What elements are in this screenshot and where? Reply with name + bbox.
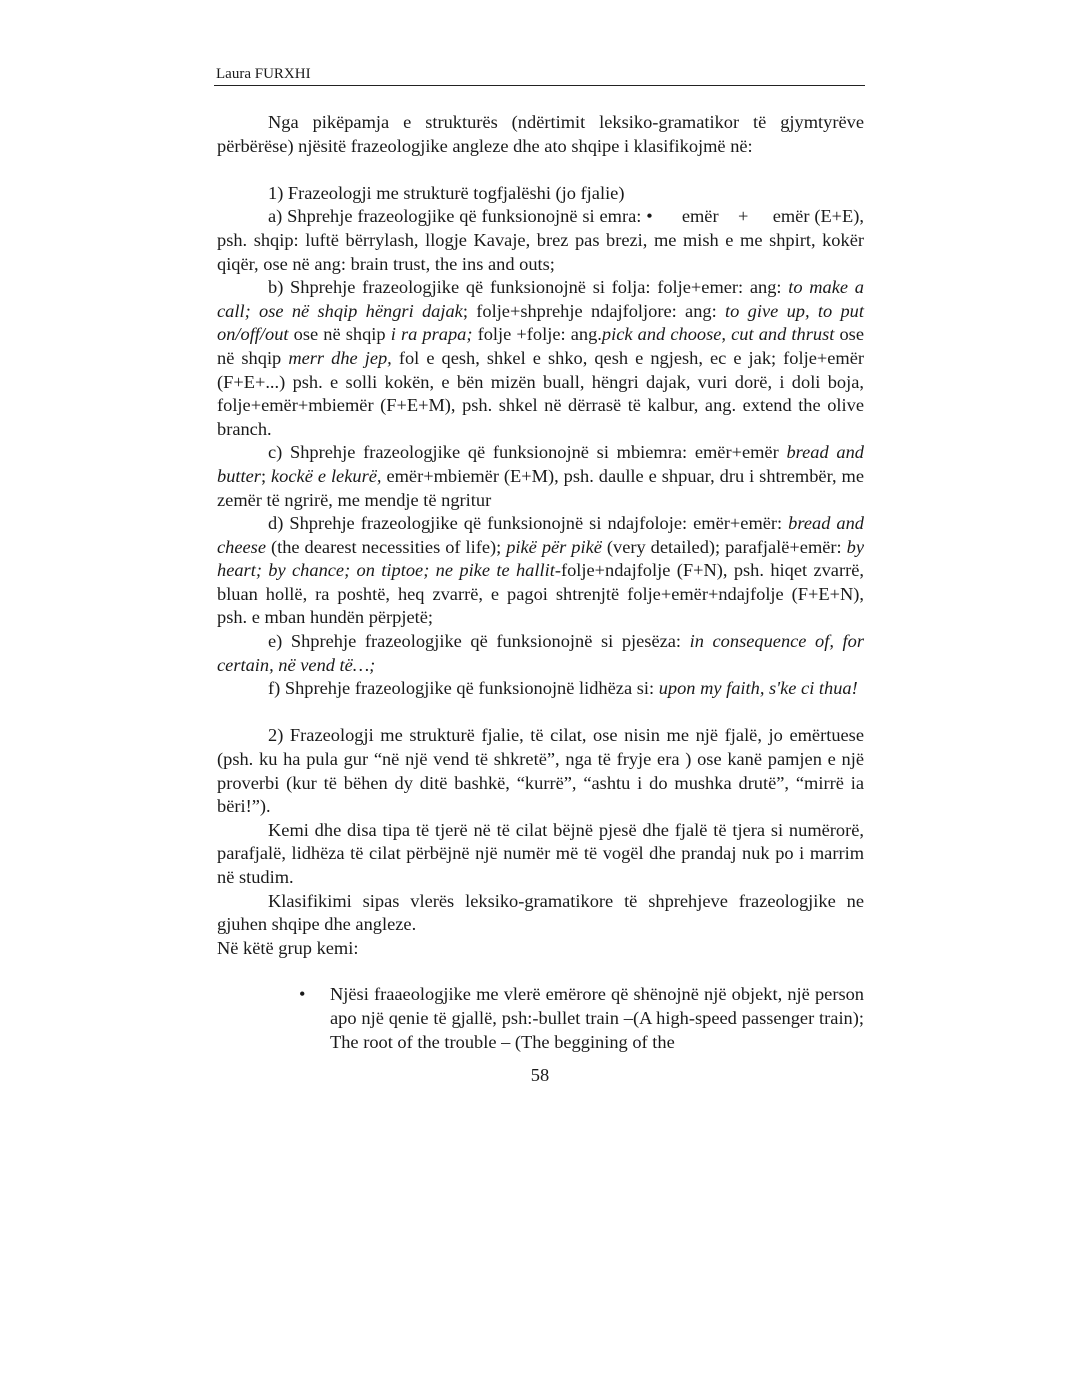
text-run: e) Shprehje frazeologjike që funksionojnë si pjesëza: [268, 631, 690, 652]
italic-run: to give up, to put on/off/out [217, 300, 864, 345]
spacer [217, 701, 864, 725]
text-run: ose në shqip [217, 324, 864, 368]
text-run: ; [260, 465, 272, 486]
spacer [217, 158, 864, 182]
page-number: 58 [530, 1065, 550, 1085]
paragraph-a-text: a) Shprehje frazeologjike që funksionojnë si emra: • emër + emër (E+E), psh. shqip: luftë bërrylash, llogje Kavaje, brez pas brezi, me mish e me shpirt, kokër qiqër, ose në ang: brain trust, the ins and outs; [217, 206, 869, 274]
bullet-icon: • [299, 984, 306, 1005]
text-run: d) Shprehje frazeologjike që funksionojnë si ndajfoloje: emër+emër: [268, 513, 789, 534]
italic-run: i ra prapa; [390, 324, 473, 345]
section-2-paragraph: 2) Frazeologji me strukturë fjalie, të cilat, ose nisin me një fjalë, jo emërtuese (psh. ku ha pula gur “në një vend të shkretë”, nga të fryje era ) ose kanë pamjen e një proverbi (kur të bëhen dy ditë bashkë, “kurrë”, “ashtu i do mushka drutë”, “mirrë ia bëri!”). [217, 725, 864, 817]
text-run: ; folje+shprehje ndajfoljore: ang: [462, 300, 726, 321]
paragraph-grup: Në këtë grup kemi: [217, 937, 359, 958]
text-run: (very detailed); parafjalë+emër: [601, 536, 847, 557]
paragraph-d [217, 512, 864, 630]
italic-run: bread and butter [217, 442, 864, 486]
italic-run: merr dhe jep, [288, 347, 392, 368]
italic-run: by heart; by chance; on tiptoe; ne pike te hallit [217, 536, 864, 581]
text-run: fol e qesh, shkel e shko, qesh e ngjesh, ec e jak; folje+emër (F+E+...) psh. e solli kokën, e bën mizën buall, hëngri dajak, vuri dorë, i doli boja, folje+emër+mbiemër (F+E+M), psh. shkel në dërrasë të kalbur, ang. extend the olive branch. [217, 347, 865, 439]
paragraph-f [217, 677, 864, 701]
bullet-text: Njësi fraaeologjike me vlerë emërore që shënojnë një objekt, një person apo një qenie të gjallë, psh:-bullet train –(A high-speed passenger train); The root of the trouble – (The beggining of the [330, 984, 864, 1052]
italic-run: upon my faith, s'ke ci thua! [658, 678, 858, 699]
section-1-title: 1) Frazeologji me strukturë togfjalëshi (jo fjalie) [268, 182, 625, 203]
italic-run: kockë e lekurë, [271, 465, 382, 486]
bullet-list-item [299, 983, 864, 1054]
paragraph-intro: Nga pikëpamja e strukturës (ndërtimit leksiko-gramatikor të gjymtyrëve përbërëse) njësitë frazeologjike angleze dhe ato shqipe i klasifikojmë në: [217, 112, 864, 156]
italic-run: bread and cheese [217, 513, 864, 557]
text-run: (the dearest necessities of life); [266, 536, 507, 557]
text-run: ose në shqip [288, 324, 391, 345]
italic-run: pikë për pikë [506, 536, 602, 557]
text-run: f) Shprehje frazeologjike që funksionojnë lidhëza si: [268, 678, 659, 699]
paragraph-klasifikimi: Klasifikimi sipas vlerës leksiko-gramatikore të shprehjeve frazeologjike ne gjuhen shqipe dhe angleze. [217, 890, 864, 935]
header-divider [214, 85, 865, 86]
paragraph-b [217, 276, 864, 441]
text-run: c) Shprehje frazeologjike që funksionojnë si mbiemra: emër+emër [268, 442, 787, 463]
paragraph-a [217, 205, 869, 276]
paragraph-e [217, 630, 864, 677]
paragraph-c [217, 441, 864, 512]
paragraph-kemi: Kemi dhe disa tipa të tjerë në të cilat bëjnë pjesë dhe fjalë të tjera si numërorë, parafjalë, lidhëza të cilat përbëjnë një numër më të vogël dhe prandaj nuk po i marrim në studim. [217, 819, 864, 887]
text-run: emër+mbiemër (E+M), psh. daulle e shpuar, dru i shtrembër, me zemër të ngrirë, me mendje të ngritur [217, 465, 864, 510]
italic-run: to make a call; ose në shqip hëngri dajak [217, 277, 864, 321]
text-run: -folje+ndajfolje (F+N), psh. hiqet zvarrë, bluan hollë, ra poshtë, heq zvarrë, e pagoi shtrenjtë folje+emër+ndajfolje (F+E+N), psh. e mban hundën përpjetë; [217, 560, 864, 628]
text-run: folje +folje: ang. [472, 324, 602, 345]
text-run: b) Shprehje frazeologjike që funksionojnë si folja: folje+emer: ang: [268, 277, 789, 298]
italic-run: pick and choose, cut and thrust [601, 324, 835, 345]
italic-run: in consequence of, for certain, në vend të…; [217, 631, 864, 675]
page-body [217, 111, 869, 1054]
running-header: Laura FURXHI [216, 66, 311, 82]
